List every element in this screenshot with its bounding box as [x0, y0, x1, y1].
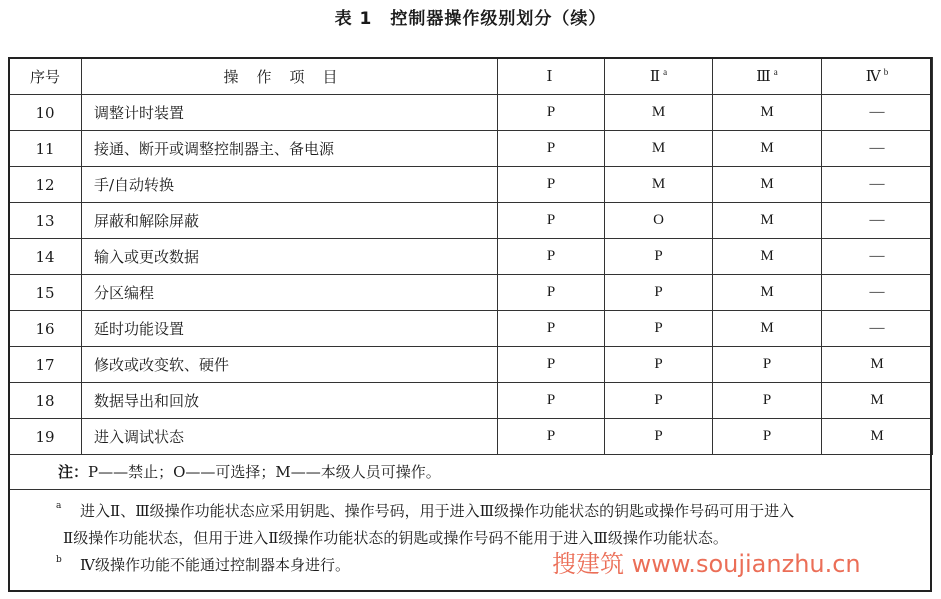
footnote-text: Ⅳ级操作功能不能通过控制器本身进行。	[80, 556, 350, 574]
footnote-mark: b	[56, 555, 62, 565]
header-num: 序号	[9, 58, 82, 95]
row-level-3: M	[713, 95, 822, 131]
row-level-1: P	[498, 311, 605, 347]
row-level-2: P	[605, 383, 713, 419]
row-num: 18	[9, 383, 82, 419]
row-level-4: —	[822, 167, 933, 203]
row-level-3: P	[713, 347, 822, 383]
row-num: 11	[9, 131, 82, 167]
row-num: 10	[9, 95, 82, 131]
row-num: 14	[9, 239, 82, 275]
row-item: 输入或更改数据	[82, 239, 498, 275]
row-num: 17	[9, 347, 82, 383]
row-level-1: P	[498, 131, 605, 167]
row-level-3: M	[713, 239, 822, 275]
row-level-1: P	[498, 419, 605, 455]
row-level-3: M	[713, 311, 822, 347]
row-level-3: M	[713, 203, 822, 239]
row-level-4: M	[822, 419, 933, 455]
row-level-1: P	[498, 347, 605, 383]
header-level-1: Ⅰ	[498, 58, 605, 95]
row-level-4: —	[822, 311, 933, 347]
row-level-3: M	[713, 167, 822, 203]
row-level-2: O	[605, 203, 713, 239]
header-level-3: Ⅲ $^a$	[713, 58, 822, 95]
header-level-4: Ⅳ $^b$	[822, 58, 933, 95]
row-item: 数据导出和回放	[82, 383, 498, 419]
footnote-mark: a	[56, 501, 62, 511]
row-level-3: P	[713, 419, 822, 455]
row-level-1: P	[498, 275, 605, 311]
note-text: P——禁止；O——可选择；M——本级人员可操作。	[88, 463, 441, 481]
row-level-4: —	[822, 95, 933, 131]
row-item: 延时功能设置	[82, 311, 498, 347]
row-item: 接通、断开或调整控制器主、备电源	[82, 131, 498, 167]
row-level-2: P	[605, 347, 713, 383]
row-item: 屏蔽和解除屏蔽	[82, 203, 498, 239]
row-level-4: M	[822, 347, 933, 383]
row-level-2: P	[605, 239, 713, 275]
row-level-2: M	[605, 131, 713, 167]
row-level-3: M	[713, 275, 822, 311]
row-level-3: M	[713, 131, 822, 167]
header-level-2: Ⅱ $^a$	[605, 58, 713, 95]
footnote-text: 进入Ⅱ、Ⅲ级操作功能状态应采用钥匙、操作号码，用于进入Ⅲ级操作功能状态的钥匙或操作号码可用于进入	[80, 502, 795, 520]
row-level-3: P	[713, 383, 822, 419]
row-num: 15	[9, 275, 82, 311]
header-item: 操作项目	[82, 58, 498, 95]
row-num: 16	[9, 311, 82, 347]
row-level-4: —	[822, 131, 933, 167]
table-title: 表 1 控制器操作级别划分（续）	[334, 9, 607, 29]
row-item: 修改或改变软、硬件	[82, 347, 498, 383]
row-num: 13	[9, 203, 82, 239]
row-level-1: P	[498, 239, 605, 275]
row-level-4: —	[822, 239, 933, 275]
footnote-a	[8, 498, 932, 525]
row-item: 进入调试状态	[82, 419, 498, 455]
row-item: 分区编程	[82, 275, 498, 311]
note-label: 注：	[58, 463, 89, 481]
row-level-1: P	[498, 95, 605, 131]
row-level-2: P	[605, 419, 713, 455]
row-level-1: P	[498, 167, 605, 203]
row-level-1: P	[498, 203, 605, 239]
row-num: 19	[9, 419, 82, 455]
row-level-4: —	[822, 203, 933, 239]
row-level-2: M	[605, 167, 713, 203]
row-item: 手/自动转换	[82, 167, 498, 203]
row-level-1: P	[498, 383, 605, 419]
row-level-4: —	[822, 275, 933, 311]
footnote-text: Ⅱ级操作功能状态，但用于进入Ⅱ级操作功能状态的钥匙或操作号码不能用于进入Ⅲ级操作功能状态。	[63, 529, 728, 547]
row-level-4: M	[822, 383, 933, 419]
row-level-2: P	[605, 275, 713, 311]
watermark: 搜建筑 www.soujianzhu.cn	[552, 550, 861, 578]
row-num: 12	[9, 167, 82, 203]
row-level-2: M	[605, 95, 713, 131]
row-level-2: P	[605, 311, 713, 347]
row-item: 调整计时装置	[82, 95, 498, 131]
